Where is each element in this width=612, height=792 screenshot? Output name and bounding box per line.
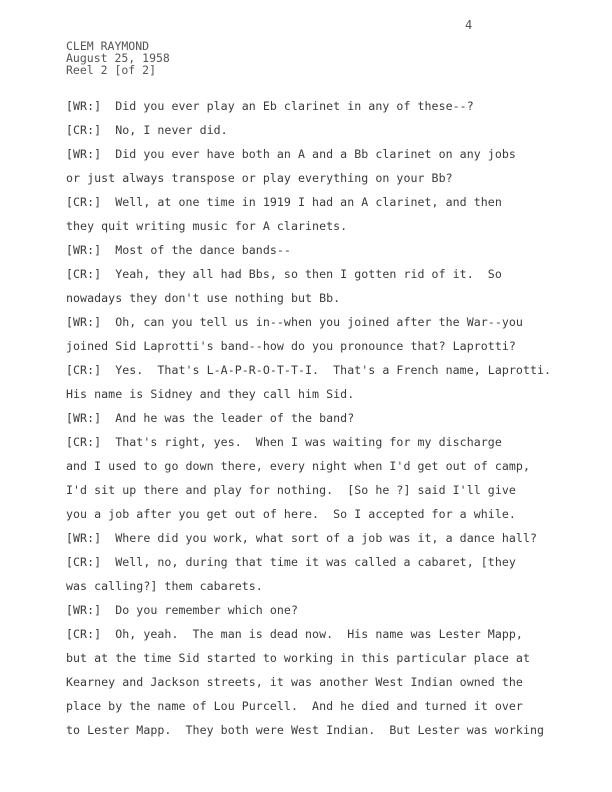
transcript-paragraph <box>66 430 566 526</box>
transcript-paragraph <box>66 598 566 622</box>
transcript-paragraph <box>66 622 566 742</box>
transcript-paragraph <box>66 118 566 142</box>
transcript-paragraph <box>66 238 566 262</box>
reel-label: Reel 2 [of 2] <box>66 63 157 77</box>
transcript-line: [WR:] Do you remember which one? <box>66 603 298 617</box>
transcript-paragraph <box>66 142 566 190</box>
transcript-line: joined Sid Laprotti's band--how do you pronounce that? Laprotti? <box>66 339 516 353</box>
transcript-paragraph <box>66 310 566 358</box>
transcript-line: nowadays they don't use nothing but Bb. <box>66 291 341 305</box>
transcript-line: [WR:] And he was the leader of the band? <box>66 411 355 425</box>
transcript-header <box>66 40 170 76</box>
transcript-paragraph <box>66 262 566 310</box>
transcript-line: [CR:] No, I never did. <box>66 123 228 137</box>
transcript-line: place by the name of Lou Purcell. And he died and turned it over <box>66 699 523 713</box>
transcript-line: [CR:] Yes. That's L-A-P-R-O-T-T-I. That's a French name, Laprotti. <box>66 363 552 377</box>
transcript-paragraph <box>66 526 566 550</box>
transcript-line: [WR:] Oh, can you tell us in--when you joined after the War--you <box>66 315 523 329</box>
transcript-line: [CR:] Well, at one time in 1919 I had an A clarinet, and then <box>66 195 502 209</box>
transcript-line: or just always transpose or play everything on your Bb? <box>66 171 453 185</box>
transcript-body <box>66 94 566 742</box>
transcript-line: but at the time Sid started to working in this particular place at <box>66 651 530 665</box>
transcript-paragraph <box>66 94 566 118</box>
transcript-paragraph <box>66 190 566 238</box>
transcript-line: [CR:] That's right, yes. When I was waiting for my discharge <box>66 435 502 449</box>
transcript-line: [CR:] Yeah, they all had Bbs, so then I gotten rid of it. So <box>66 267 502 281</box>
page-number: 4 <box>465 18 473 32</box>
transcript-paragraph <box>66 406 566 430</box>
transcript-line: to Lester Mapp. They both were West Indian. But Lester was working <box>66 723 545 737</box>
transcript-line: I'd sit up there and play for nothing. [So he ?] said I'll give <box>66 483 516 497</box>
transcript-line: and I used to go down there, every night when I'd get out of camp, <box>66 459 530 473</box>
interviewee-name: CLEM RAYMOND <box>66 39 150 53</box>
transcript-line: Kearney and Jackson streets, it was another West Indian owned the <box>66 675 523 689</box>
transcript-line: [WR:] Did you ever have both an A and a Bb clarinet on any jobs <box>66 147 516 161</box>
transcript-line: [WR:] Where did you work, what sort of a job was it, a dance hall? <box>66 531 538 545</box>
transcript-line: [CR:] Oh, yeah. The man is dead now. His name was Lester Mapp, <box>66 627 523 641</box>
transcript-line: [WR:] Most of the dance bands-- <box>66 243 291 257</box>
interview-date: August 25, 1958 <box>66 51 170 65</box>
transcript-line: was calling?] them cabarets. <box>66 579 263 593</box>
transcript-line: you a job after you get out of here. So I accepted for a while. <box>66 507 516 521</box>
transcript-paragraph <box>66 358 566 406</box>
transcript-line: [CR:] Well, no, during that time it was called a cabaret, [they <box>66 555 516 569</box>
transcript-line: His name is Sidney and they call him Sid. <box>66 387 355 401</box>
transcript-line: [WR:] Did you ever play an Eb clarinet in any of these--? <box>66 99 474 113</box>
transcript-line: they quit writing music for A clarinets. <box>66 219 348 233</box>
transcript-paragraph <box>66 550 566 598</box>
